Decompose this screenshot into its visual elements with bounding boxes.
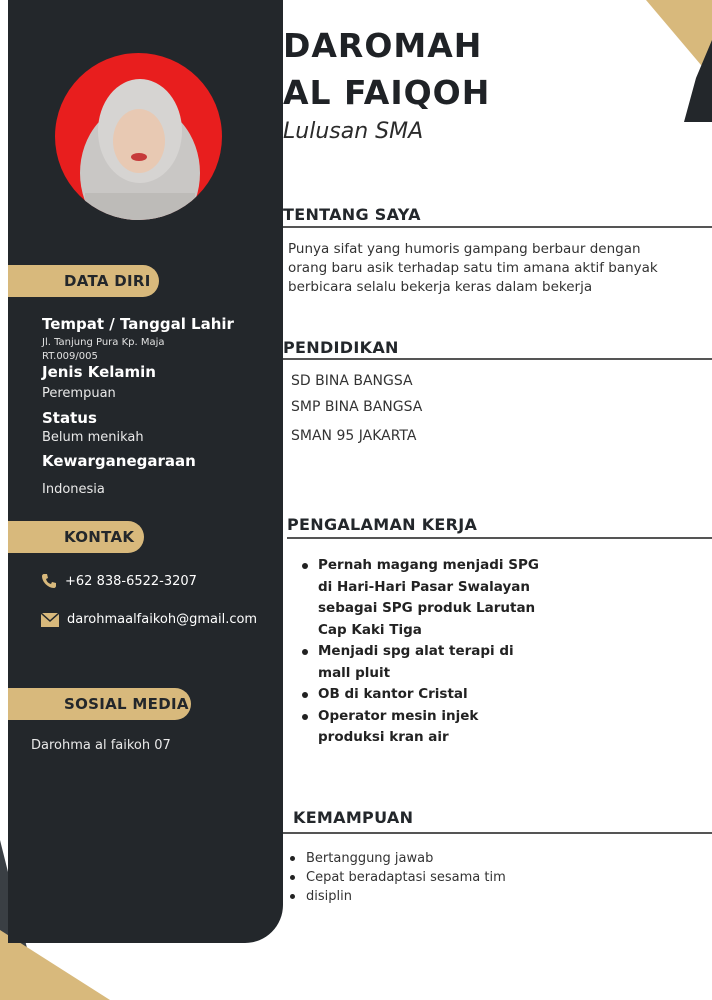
list-item: OB di kantor Cristal (302, 684, 542, 706)
profile-photo (55, 53, 222, 220)
citizenship-value: Indonesia (42, 482, 105, 497)
section-pill-data-diri (8, 265, 159, 297)
about-divider (283, 226, 712, 228)
list-item: disiplin (290, 887, 590, 906)
ttl-label: Tempat / Tanggal Lahir (42, 315, 234, 333)
education-item: SMAN 95 JAKARTA (291, 428, 417, 444)
skills-divider (283, 832, 712, 834)
skills-title: KEMAMPUAN (293, 808, 414, 827)
list-item: Menjadi spg alat terapi di mall pluit (302, 641, 542, 684)
social-handle: Darohma al faikoh 07 (31, 738, 171, 753)
envelope-icon (41, 613, 59, 627)
sosial-media-title: SOSIAL MEDIA (64, 695, 189, 713)
candidate-name (283, 22, 490, 116)
about-text: Punya sifat yang humoris gampang berbaur dengan orang baru asik terhadap satu tim amana aktif banyak berbicara selalu bekerja keras dalam bekerja (288, 241, 658, 295)
experience-list (302, 555, 542, 749)
name-line2: AL FAIQOH (283, 73, 491, 112)
person-silhouette-icon (55, 53, 222, 220)
education-divider (283, 358, 712, 360)
experience-title: PENGALAMAN KERJA (287, 515, 478, 534)
education-title: PENDIDIKAN (283, 338, 399, 357)
phone-text: +62 838-6522-3207 (65, 573, 197, 589)
about-title: TENTANG SAYA (283, 205, 421, 224)
gender-value: Perempuan (42, 386, 116, 401)
list-item: Bertanggung jawab (290, 849, 590, 868)
data-diri-title: DATA DIRI (64, 272, 151, 290)
name-line1: DAROMAH (283, 26, 483, 65)
education-item: SMP BINA BANGSA (291, 399, 423, 415)
experience-divider (287, 537, 712, 539)
candidate-subtitle: Lulusan SMA (283, 119, 424, 144)
section-pill-kontak (8, 521, 144, 553)
section-pill-sosial-media (8, 688, 191, 720)
list-item: Cepat beradaptasi sesama tim (290, 868, 590, 887)
address-line1: Jl. Tanjung Pura Kp. Maja (42, 337, 165, 348)
education-item: SD BINA BANGSA (291, 373, 413, 389)
corner-decoration-top-right (620, 0, 712, 122)
status-value: Belum menikah (42, 430, 144, 445)
address-line2: RT.009/005 (42, 351, 98, 362)
skills-list (290, 849, 590, 906)
list-item: Operator mesin injek produksi kran air (302, 706, 542, 749)
gender-label: Jenis Kelamin (42, 363, 156, 381)
phone-icon (41, 573, 57, 589)
kontak-title: KONTAK (64, 528, 135, 546)
status-label: Status (42, 409, 97, 427)
email-row[interactable] (41, 612, 257, 627)
email-text: darohmaalfaikoh@gmail.com (67, 612, 258, 627)
phone-row[interactable] (41, 573, 197, 589)
list-item: Pernah magang menjadi SPG di Hari-Hari Pasar Swalayan sebagai SPG produk Larutan Cap Kaki Tiga (302, 555, 542, 641)
citizenship-label: Kewarganegaraan (42, 452, 196, 470)
sidebar (8, 0, 283, 943)
